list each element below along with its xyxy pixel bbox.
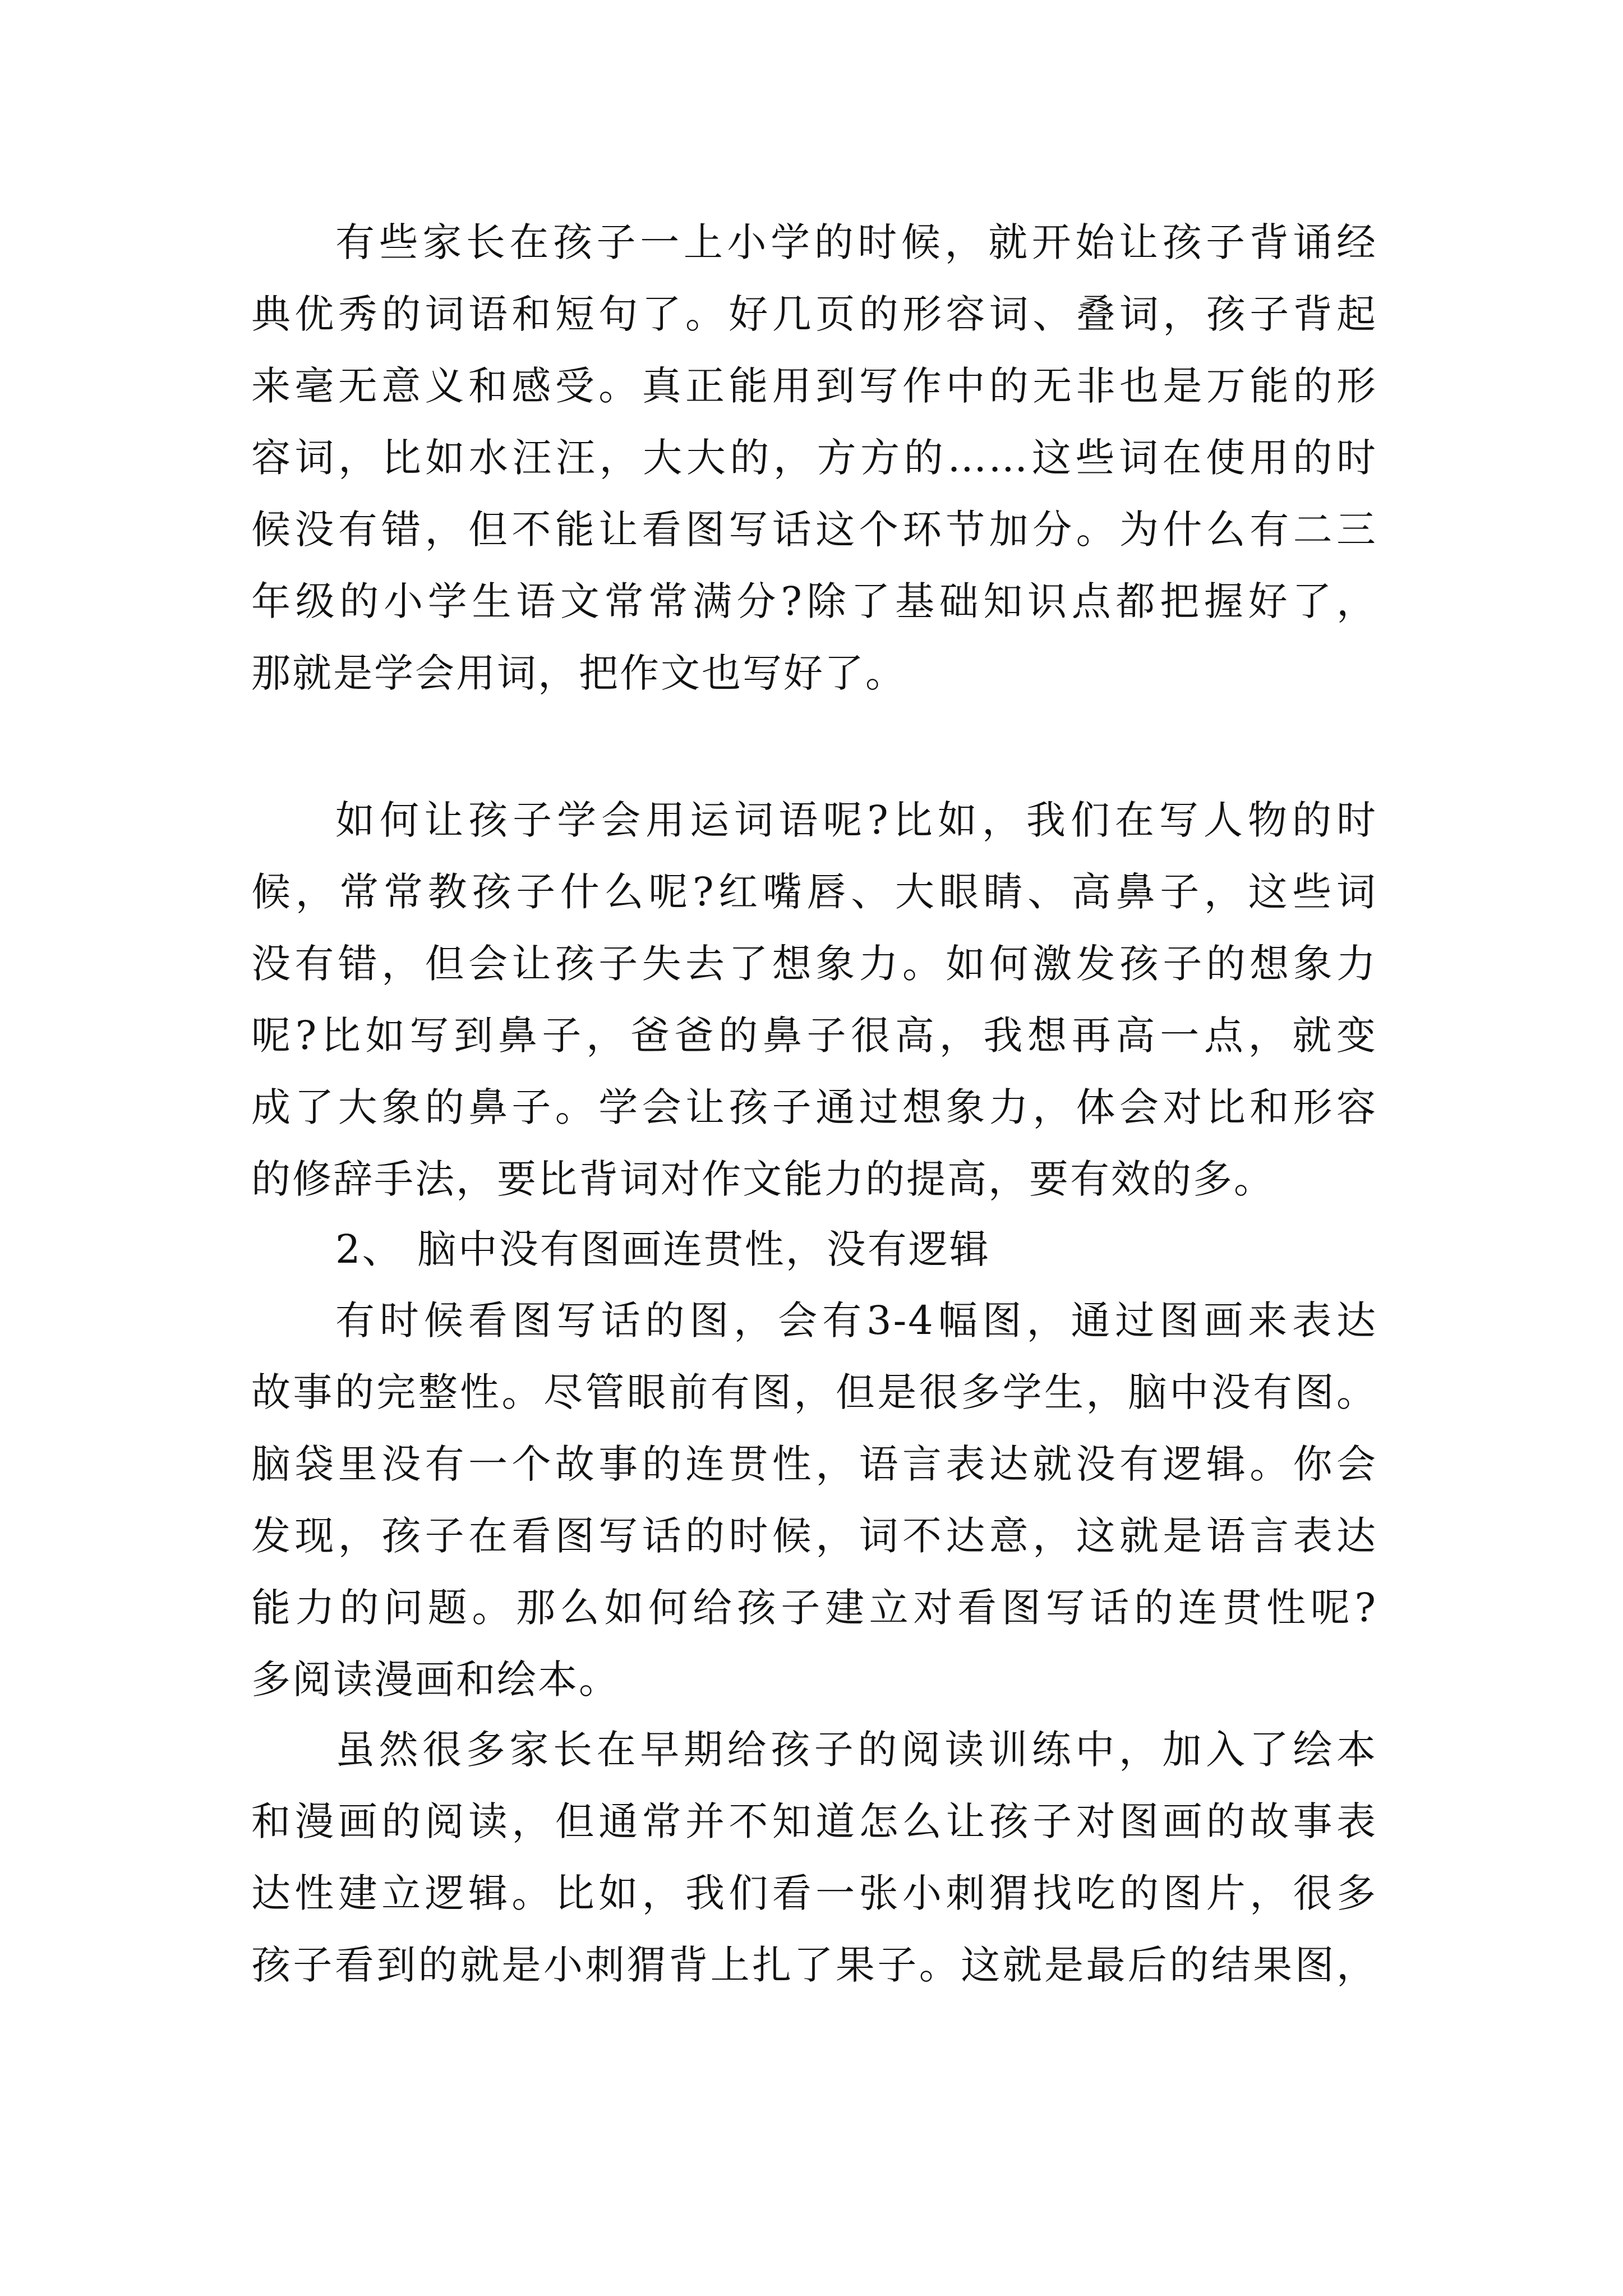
text-line: 候，常常教孩子什么呢?红嘴唇、大眼睛、高鼻子，这些词 bbox=[251, 869, 1377, 915]
text-line: 那就是学会用词，把作文也写好了。 bbox=[251, 650, 906, 696]
text-line: 能力的问题。那么如何给孩子建立对看图写话的连贯性呢? bbox=[251, 1585, 1377, 1631]
text-line: 和漫画的阅读，但通常并不知道怎么让孩子对图画的故事表 bbox=[251, 1798, 1377, 1844]
paragraph-1 bbox=[251, 216, 1377, 700]
text-line: 成了大象的鼻子。学会让孩子通过想象力，体会对比和形容 bbox=[251, 1084, 1377, 1130]
text-line: 候没有错，但不能让看图写话这个环节加分。为什么有二三 bbox=[251, 507, 1377, 553]
paragraph-2 bbox=[251, 794, 1377, 1205]
text-line: 有些家长在孩子一上小学的时候，就开始让孩子背诵经 bbox=[335, 219, 1377, 265]
text-line: 没有错，但会让孩子失去了想象力。如何激发孩子的想象力 bbox=[251, 941, 1377, 987]
text-line: 孩子看到的就是小刺猬背上扎了果子。这就是最后的结果图， bbox=[251, 1942, 1377, 1988]
text-line: 如何让孩子学会用运词语呢?比如，我们在写人物的时 bbox=[335, 797, 1377, 843]
text-line: 典优秀的词语和短句了。好几页的形容词、叠词，孩子背起 bbox=[251, 291, 1377, 337]
text-line: 呢?比如写到鼻子，爸爸的鼻子很高，我想再高一点，就变 bbox=[251, 1013, 1377, 1059]
paragraph-3 bbox=[251, 1294, 1377, 1706]
text-line: 虽然很多家长在早期给孩子的阅读训练中，加入了绘本 bbox=[335, 1727, 1377, 1773]
paragraph-4 bbox=[251, 1723, 1377, 1991]
text-line: 年级的小学生语文常常满分?除了基础知识点都把握好了， bbox=[251, 578, 1377, 624]
text-line: 故事的完整性。尽管眼前有图，但是很多学生，脑中没有图。 bbox=[251, 1369, 1377, 1415]
section-heading-text: 2、 脑中没有图画连贯性，没有逻辑 bbox=[335, 1226, 990, 1272]
text-line: 来毫无意义和感受。真正能用到写作中的无非也是万能的形 bbox=[251, 363, 1377, 409]
text-line: 发现，孩子在看图写话的时候，词不达意，这就是语言表达 bbox=[251, 1513, 1377, 1559]
text-line: 容词，比如水汪汪，大大的，方方的……这些词在使用的时 bbox=[251, 435, 1377, 481]
text-line: 脑袋里没有一个故事的连贯性，语言表达就没有逻辑。你会 bbox=[251, 1441, 1377, 1487]
text-line: 的修辞手法，要比背词对作文能力的提高，要有效的多。 bbox=[251, 1156, 1275, 1202]
text-line: 有时候看图写话的图，会有3-4幅图，通过图画来表达 bbox=[335, 1297, 1377, 1343]
text-line: 多阅读漫画和绘本。 bbox=[251, 1657, 620, 1703]
text-line: 达性建立逻辑。比如，我们看一张小刺猬找吃的图片，很多 bbox=[251, 1870, 1377, 1916]
section-heading bbox=[251, 1223, 1377, 1276]
